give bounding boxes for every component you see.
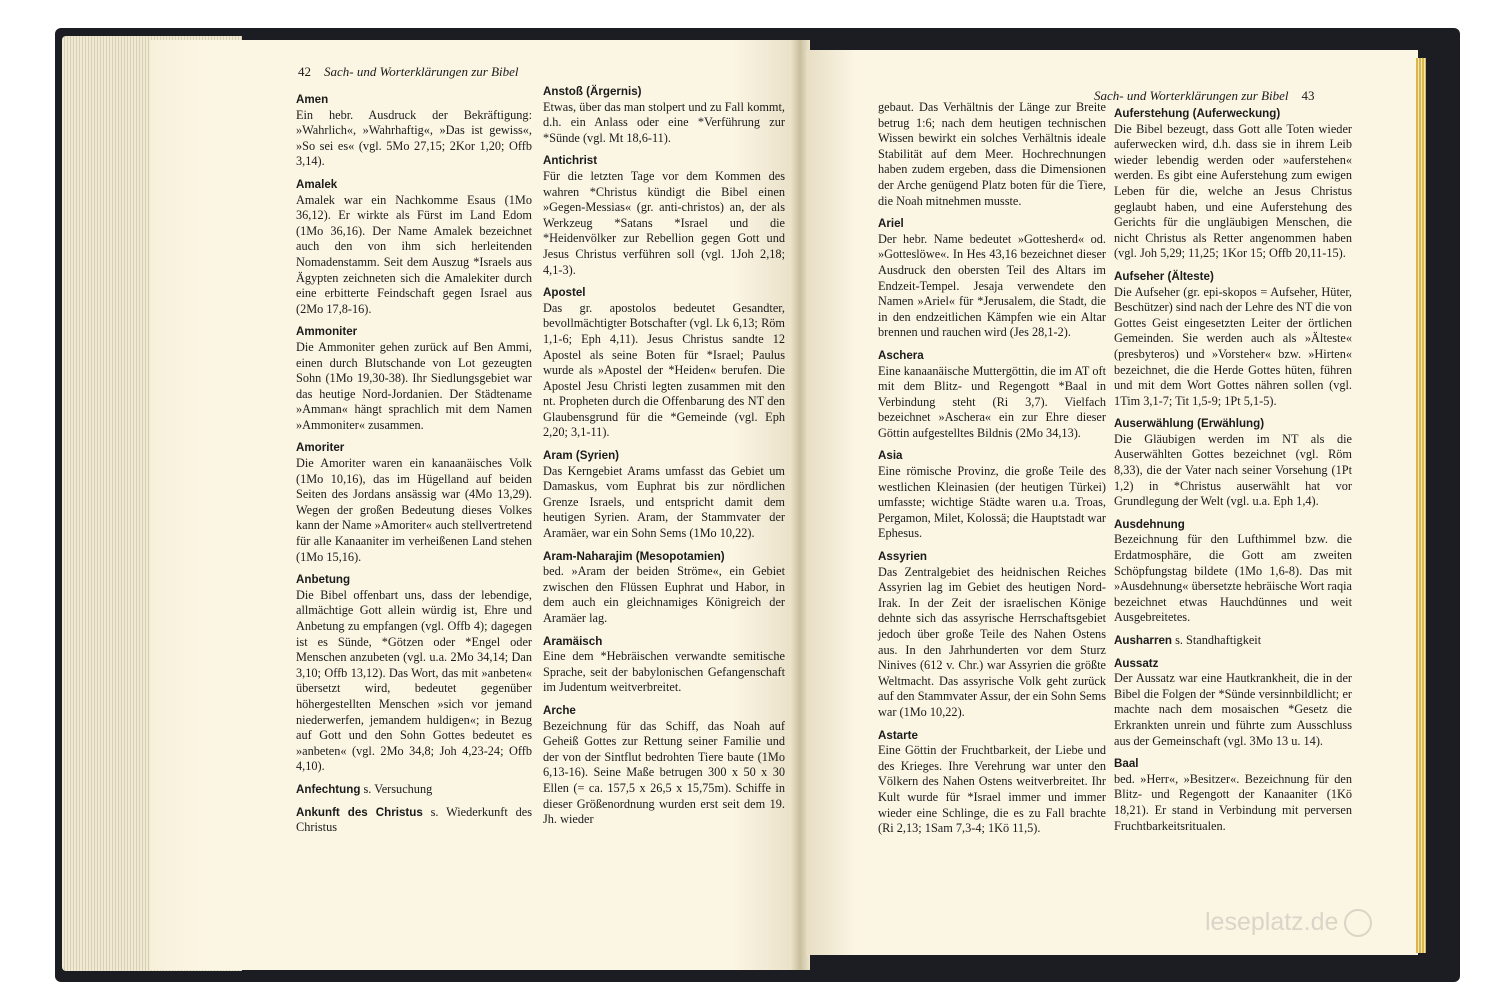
entry-text: Ein hebr. Ausdruck der Bekräftigung: »Wahrlich«, »Wahrhaftig«, »Das ist gewiss«, »So sei es« (vgl. 5Mo 27,15; 2Kor 1,20; Offb 3,14). <box>296 107 532 169</box>
entry-text: Die Bibel bezeugt, dass Gott alle Toten wieder auferwecken wird, d.h. dass sie in ihrem Leib wieder lebendig werden oder »auferstehen« werden. Es gibt eine Auferstehung zum ewigen Leben für die, welche an Jesus Christus geglaubt haben, und eine Auferstehung des Gerichts für die ungläubigen Menschen, die nicht Christus als Retter angenommen haben (vgl. Joh 5,29; 11,25; 1Kor 15; Offb 20,11-15). <box>1114 121 1352 261</box>
entry-text: Etwas, über das man stolpert und zu Fall kommt, d.h. ein Anlass oder eine *Verführung zur *Sünde (vgl. Mt 18,6-11). <box>543 99 785 145</box>
entry-text: Eine dem *Hebräischen verwandte semitische Sprache, seit der babylonischen Gefangenschaft im Judentum weitverbreitet. <box>543 649 785 695</box>
entry-headword: Auserwählung (Erwählung) <box>1114 417 1265 431</box>
dictionary-entry <box>543 634 785 696</box>
entry-headword: Ammoniter <box>296 325 358 339</box>
entry-text: Die Aufseher (gr. epi-skopos = Aufseher, Hüter, Beschützer) sind nach der Lehre des NT die von Gottes Geist eingesetzten Leiter der örtlichen Gemeinden. Sie werden auch als »Älteste« (presbyteros) und »Vorsteher« bzw. »Hirten« bezeichnet, die die Herde Gottes hüten, führen und mit dem Wort Gottes nähren sollen (vgl. 1Tim 3,1-7; Tit 1,5-9; 1Pt 5,1-5). <box>1114 284 1352 408</box>
entry-crossref: s. Standhaftigkeit <box>1175 633 1262 647</box>
entry-text: gebaut. Das Verhältnis der Länge zur Breite betrug 1:6; nach dem heutigen technischen Wissen bewirkt ein solches Verhältnis ideale Stabilität auf dem Meer. Hochrechnungen haben zudem ergeben, dass die Dimensionen der Arche genügend Platz boten für die Tiere, die Noah mitnehmen musste. <box>878 100 1106 208</box>
entry-headword: Baal <box>1114 757 1139 771</box>
entry-headword: Aschera <box>878 348 924 362</box>
entry-headword: Aufseher (Älteste) <box>1114 269 1214 283</box>
entry-headword: Anbetung <box>296 573 351 587</box>
entry-text: Der hebr. Name bedeutet »Gottesherd« od. »Gotteslöwe«. In Hes 43,16 bezeichnet dieser Ausdruck den obersten Teil des Altars im Endzeit-Tempel. Jesaja verwendete den Namen »Ariel« für *Jerusalem, die Stadt, die in den endzeitlichen Kämpfen wie ein Altar brennen und rauchen wird (Jes 28,1-2). <box>878 231 1106 340</box>
dictionary-entry <box>878 728 1106 837</box>
entry-headword: Arche <box>543 703 576 717</box>
left-page-header <box>298 64 519 80</box>
left-page <box>150 40 798 970</box>
entry-text: Die Bibel offenbart uns, dass der lebendige, allmächtige Gott allein würdig ist, Ehre und Anbetung zu empfangen (vgl. Offb 4); dagegen ist es Sünde, *Götzen oder *Engel oder Menschen anzubeten (vgl. u.a. 2Mo 34,14; Dan 3,10; Offb 13,12). Das Wort, das mit »anbeten« übersetzt wird, bedeutet gegenüber höhergestellten Menschen »sich vor jemand niederwerfen, jemandem huldigen«; in Bezug auf Gott und den Sohn Gottes bedeutet es »anbeten« (vgl. 2Mo 34,8; Joh 4,23-24; Offb 4,10). <box>296 587 532 774</box>
entry-text: Bezeichnung für den Lufthimmel bzw. die Erdatmosphäre, die Gott am zweiten Schöpfungstag bildete (1Mo 1,6-8). Das mit »Ausdehnung« übersetzte hebräische Wort raqia bezeichnet etwas Hauchdünnes und weit Ausgebreitetes. <box>1114 532 1352 625</box>
entry-text: Das gr. apostolos bedeutet Gesandter, bevollmächtigter Botschafter (vgl. Lk 6,13; Röm 1,1-6; Eph 4,11). Jesus Christus sandte 12 Apostel als seine Boten für *Israel; Paulus wurde als »Apostel der *Heiden« berufen. Die Apostel Jesu Christi legten zusammen mit den nt. Propheten durch die Offenbarung des NT den Glaubensgrund für die *Gemeinde (vgl. Eph 2,20; 3,1-11). <box>543 300 785 440</box>
entry-headword: Antichrist <box>543 154 598 168</box>
entry-headword: Aram (Syrien) <box>543 449 620 463</box>
entry-text: Für die letzten Tage vor dem Kommen des wahren *Christus kündigt die Bibel einen »Gegen-Messias« (gr. anti-christos) an, der als Werkzeug *Satans *Israel und die *Heidenvölker zur Rebellion gegen Gott und Jesus Christus verführen soll (vgl. 1Joh 2,18; 4,1-3). <box>543 168 785 277</box>
left-page-header-title: Sach- und Worterklärungen zur Bibel <box>324 64 519 79</box>
left-page-number: 42 <box>298 64 311 79</box>
watermark <box>1205 908 1372 937</box>
dictionary-entry <box>296 324 532 433</box>
dictionary-entry <box>296 177 532 317</box>
entry-headword: Auferstehung (Auferweckung) <box>1114 107 1281 120</box>
entry-text: Die Ammoniter gehen zurück auf Ben Ammi, einen durch Blutschande von Lot gezeugten Sohn (1Mo 19,30-38). Ihr Siedlungsgebiet war das heutige Nord-Jordanien. Der Städtename »Amman« hängt sprachlich mit dem Namen »Ammoniter« zusammen. <box>296 339 532 432</box>
dictionary-entry <box>296 805 532 836</box>
dictionary-entry <box>543 84 785 146</box>
entry-text <box>1114 633 1352 649</box>
entry-crossref: s. Versuchung <box>363 781 433 796</box>
entry-headword: Assyrien <box>878 550 927 564</box>
entry-text: Eine kanaanäische Muttergöttin, die im AT oft mit dem Blitz- und Regengott *Baal in Verbindung steht (Ri 3,7). Vielfach bezeichnet »Aschera« ein zur Ehre dieser Göttin aufgestelltes Bildnis (2Mo 34,13). <box>878 363 1106 440</box>
dictionary-entry <box>878 448 1106 542</box>
right-page-number: 43 <box>1301 88 1315 103</box>
entry-headword: Amen <box>296 93 329 106</box>
entry-headword: Aram-Naharajim (Mesopotamien) <box>543 549 725 563</box>
entry-text: Der Aussatz war eine Hautkrankheit, die in der Bibel die Folgen der *Sünde versinnbildlicht; er machte nach dem mosaischen *Gesetz die Erkrankten unrein und führte zum Ausschluss aus der Gemeinschaft (vgl. 3Mo 13 u. 14). <box>1114 671 1352 748</box>
entry-headword: Apostel <box>543 286 586 300</box>
entry-text: bed. »Aram der beiden Ströme«, ein Gebiet zwischen den Flüssen Euphrat und Habor, in dem auch ein gleichnamiges Königreich der Aramäer lag. <box>543 564 785 625</box>
dictionary-entry <box>1114 416 1352 510</box>
entry-text <box>296 805 532 836</box>
dictionary-entry <box>1114 517 1352 626</box>
entry-text: Das Kerngebiet Arams umfasst das Gebiet um Damaskus, vom Euphrat bis zur nördlichen Grenze Israels, und entspricht damit dem heutigen Syrien. Aram, der Stammvater der Aramäer, war ein Sohn Sems (1Mo 10,22). <box>543 463 785 541</box>
dictionary-entry <box>296 782 532 798</box>
right-page-column-2 <box>1114 106 1352 841</box>
entry-headword: Aramäisch <box>543 634 603 648</box>
dictionary-entry <box>1114 633 1352 649</box>
entry-text: Eine römische Provinz, die große Teile des westlichen Kleinasien (der heutigen Türkei) umfasste; wichtige Städte waren u.a. Troas, Pergamon, Milet, Kolossä; die Hauptstadt war Ephesus. <box>878 464 1106 541</box>
entry-headword: Ankunft des Christus <box>296 805 423 819</box>
dictionary-entry <box>296 440 532 565</box>
entry-headword: Amoriter <box>296 441 345 455</box>
entry-text: Amalek war ein Nachkomme Esaus (1Mo 36,12). Er wirkte als Fürst im Land Edom (1Mo 36,16). Der Name Amalek bezeichnet auch den von ihm sich herleitenden Nomadenstamm. Seit dem Auszug *Israels aus Ägypten zeichneten sich die Amalekiter durch eine erbitterte Feindschaft gegen Israel aus (2Mo 17,8-16). <box>296 192 532 316</box>
entry-headword: Anfechtung <box>296 782 361 796</box>
entry-headword: Ausdehnung <box>1114 517 1185 531</box>
dictionary-entry <box>296 572 532 775</box>
right-page-column-1 <box>878 100 1106 844</box>
right-page-header <box>1094 88 1315 104</box>
entry-headword: Asia <box>878 449 903 463</box>
dictionary-entry <box>543 153 785 278</box>
book-icon <box>1344 909 1372 937</box>
dictionary-entry <box>543 285 785 441</box>
dictionary-entry <box>543 703 785 828</box>
entry-headword: Amalek <box>296 177 338 191</box>
dictionary-entry <box>296 92 532 170</box>
dictionary-entry <box>878 348 1106 442</box>
page-edge-right <box>1416 58 1426 953</box>
left-page-column-2 <box>543 84 785 835</box>
watermark-text: leseplatz.de <box>1205 908 1339 936</box>
right-page <box>806 50 1418 955</box>
left-page-column-1 <box>296 92 532 843</box>
entry-text: Die Amoriter waren ein kanaanäisches Volk (1Mo 10,16), das im Hügelland auf beiden Seiten des Jordans ansässig war (4Mo 13,29). Wegen der großen Bedeutung dieses Volkes kann der Name »Amoriter« auch stellvertretend für alle Kanaaniter im verheißenen Land stehen (1Mo 15,16). <box>296 456 532 564</box>
entry-headword: Astarte <box>878 728 918 742</box>
entry-headword: Anstoß (Ärgernis) <box>543 85 642 98</box>
right-page-header-title: Sach- und Worterklärungen zur Bibel <box>1094 88 1289 103</box>
dictionary-entry <box>1114 756 1352 834</box>
dictionary-entry <box>1114 269 1352 409</box>
dictionary-entry <box>543 549 785 627</box>
entry-headword: Ariel <box>878 217 904 231</box>
dictionary-entry <box>543 448 785 542</box>
dictionary-entry <box>878 216 1106 341</box>
entry-text <box>296 782 532 798</box>
dictionary-entry <box>878 549 1106 721</box>
entry-headword: Aussatz <box>1114 656 1159 670</box>
entry-text: Eine Göttin der Fruchtbarkeit, der Liebe und des Krieges. Ihre Verehrung war unter den Völkern des Nahen Ostens weitverbreitet. Ihr Kult wurde für *Israel immer und immer wieder eine Schlinge, die es zu Fall brachte (Ri 2,13; 1Sam 7,3-4; 1Kö 11,5). <box>878 743 1106 836</box>
entry-text: Die Gläubigen werden im NT als die Auserwählten Gottes bezeichnet (vgl. Röm 8,33), die der Vater nach seiner Vorsehung (1Pt 1,2) in *Christus auserwählt hat vor Grundlegung der Welt (vgl. u.a. Eph 1,4). <box>1114 431 1352 509</box>
entry-crossref: s. Wiederkunft des Christus <box>296 804 533 835</box>
entry-text: bed. »Herr«, »Besitzer«. Bezeichnung für den Blitz- und Regengott der Kanaaniter (1Kö 18,21). Er stand in Verbindung mit perversen Fruchtbarkeitsritualen. <box>1114 771 1352 833</box>
dictionary-entry <box>1114 656 1352 750</box>
dictionary-entry <box>1114 106 1352 262</box>
dictionary-entry <box>878 100 1106 209</box>
entry-text: Das Zentralgebiet des heidnischen Reiches Assyrien lag im Gebiet des heutigen Nord-Irak. In der Zeit der israelischen Könige dehnte sich das assyrische Herrschaftsgebiet jedoch über große Teile des Nahen Ostens aus. In den Jahrhunderten vor dem Sturz Ninives (612 v. Chr.) war Assyrien die größte Weltmacht. Das assyrische Volk geht zurück auf den Stammvater Assur, der ein Sohn Sems war (1Mo 10,22). <box>878 564 1106 719</box>
entry-text: Bezeichnung für das Schiff, das Noah auf Geheiß Gottes zur Rettung seiner Familie und der von der Sintflut bedrohten Tiere baute (1Mo 6,13-16). Seine Maße betrugen 300 x 50 x 30 Ellen (= ca. 157,5 x 26,5 x 15,75m). Schiffe in dieser Größenordnung wurden erst seit dem 19. Jh. wieder <box>543 718 785 827</box>
entry-headword: Ausharren <box>1114 634 1172 647</box>
